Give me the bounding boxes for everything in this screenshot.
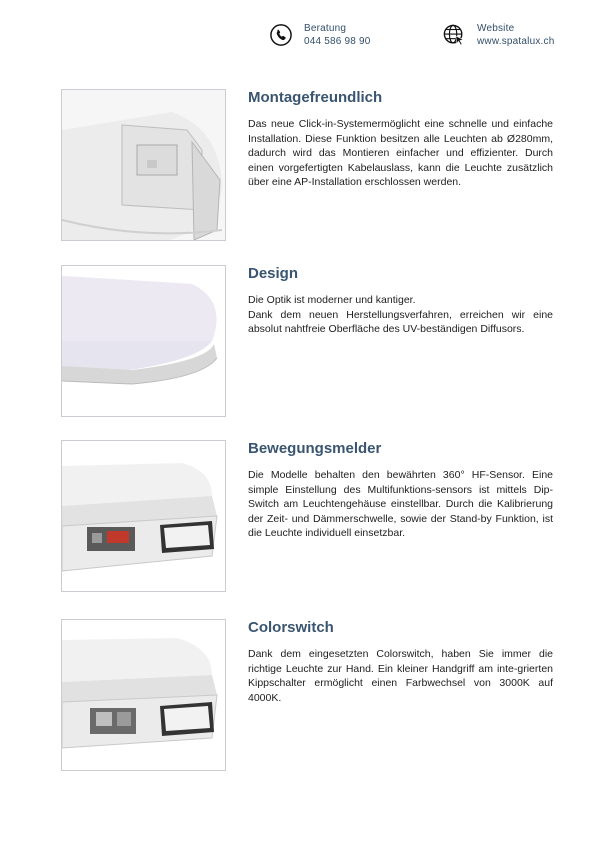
section-text: Die Optik ist moderner und kantiger. [248,294,416,306]
product-photo-mounting [61,89,226,241]
contact-phone-label: Beratung [304,23,347,34]
product-photo-colorswitch [61,619,226,771]
section-text: Das neue Click-in-Systemermöglicht eine schnelle und einfache Installation. Diese Funktion besitzen alle Leuchten ab Ø280mm, dadurch wird das Montieren einfacher und effizienter. Durch einen vorgefertigten Kabelauslass, kann die Leuchte zusätzlich über eine AP-Installation erschlossen werden. [248,118,553,189]
phone-icon [270,24,292,46]
globe-icon [443,24,465,46]
product-photo-design [61,265,226,417]
section-title: Design [248,265,299,282]
contact-web-label: Website [477,23,515,34]
section-text: Die Modelle behalten den bewährten 360° HF-Sensor. Eine simple Einstellung des Multifunktions-sensors ist mittels Dip-Switch am Leuchtengehäuse einstellbar. Durch die Kalibrierung der Zeit- und Dämmerschwelle, sowie der Stand-by Funktion, ist die Leuchte individuell einsetzbar. [248,469,553,540]
section-text: Dank dem eingesetzten Colorswitch, haben Sie immer die richtige Leuchte zur Hand. Ein kleiner Handgriff am inte-grierten Kippschalter ermöglicht einen Farbwechsel von 3000K auf 4000K. [248,648,553,704]
contact-web [443,22,554,48]
contact-phone [270,22,371,48]
product-photo-sensor [61,440,226,592]
section-title: Bewegungsmelder [248,440,382,457]
section-title: Montagefreundlich [248,89,383,106]
contact-phone-number[interactable]: 044 586 98 90 [304,36,371,47]
contact-web-url[interactable]: www.spatalux.ch [477,36,555,47]
section-title: Colorswitch [248,619,334,636]
section-text: Dank dem neuen Herstellungsverfahren, erreichen wir eine absolut nahtfreie Oberfläche des UV-beständigen Diffusors. [248,308,553,336]
